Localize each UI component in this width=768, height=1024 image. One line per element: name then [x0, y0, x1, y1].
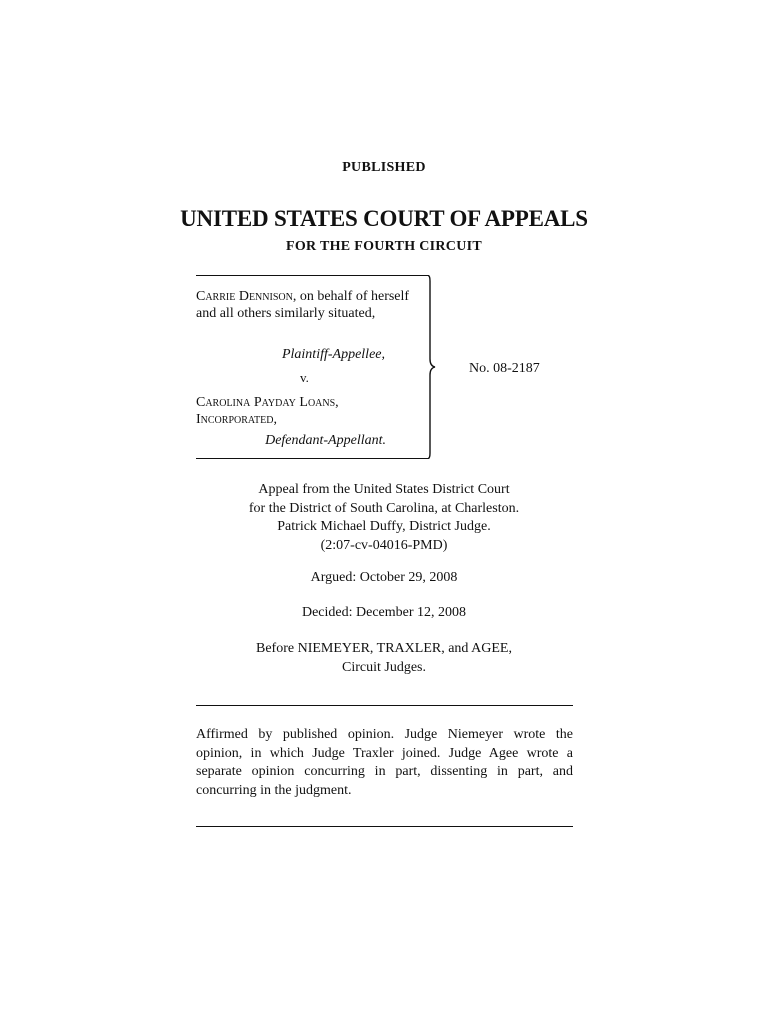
defendant-name: Carolina Payday Loans, Incorporated,: [196, 395, 339, 427]
published-label: PUBLISHED: [342, 160, 426, 175]
plaintiff-role: Plaintiff-Appellee,: [281, 347, 385, 362]
decided-date: Decided: December 12, 2008: [301, 605, 467, 620]
panel-line-2: Circuit Judges.: [342, 659, 426, 675]
plaintiff-name: Carrie Dennison: [196, 289, 293, 304]
divider-bottom: [196, 826, 573, 827]
caption-brace: [422, 275, 440, 459]
docket-number: No. 08-2187: [469, 361, 540, 376]
panel-line-1: Before NIEMEYER, TRAXLER, and AGEE,: [256, 641, 512, 656]
opinion-summary: Affirmed by published opinion. Judge Niemeyer wrote the opinion, in which Judge Traxler joined. Judge Agee wrote a separate opinion concurring in part, dissenting in part, and concurring in the judgment.: [196, 727, 573, 798]
versus: v.: [300, 370, 309, 385]
appeal-line-3: Patrick Michael Duffy, District Judge.: [277, 519, 491, 534]
court-title: UNITED STATES COURT OF APPEALS: [180, 206, 588, 231]
divider-top: [196, 705, 573, 706]
appeal-line-4: (2:07-cv-04016-PMD): [320, 537, 448, 553]
appeal-line-1: Appeal from the United States District Court: [258, 482, 510, 497]
circuit-subtitle: FOR THE FOURTH CIRCUIT: [285, 239, 483, 254]
plaintiff-block: [196, 288, 422, 322]
caption-bottom-rule: [196, 458, 428, 459]
plaintiff-description: , on behalf of herself and all others similarly situated,: [196, 289, 410, 321]
argued-date: Argued: October 29, 2008: [310, 570, 458, 585]
appeal-line-2: for the District of South Carolina, at Charleston.: [248, 500, 520, 516]
caption-top-rule: [196, 275, 428, 276]
defendant-role: Defendant-Appellant.: [265, 433, 386, 448]
